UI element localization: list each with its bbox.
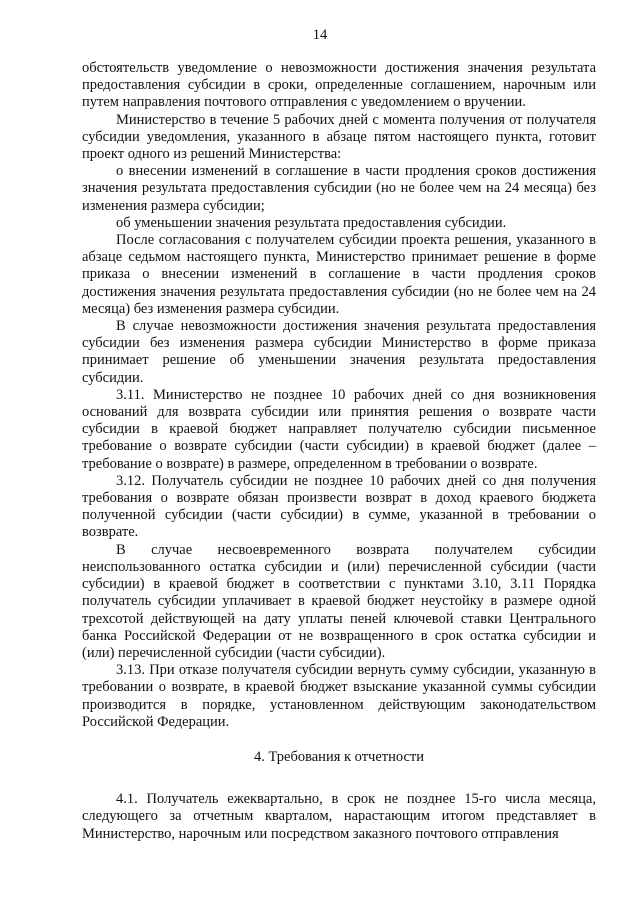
paragraph-clause-3-11: 3.11. Министерство не позднее 10 рабочих дней со дня возникновения оснований для возврата субсидии или принятия решения о возврате части субсидии в краевой бюджет направляет получателю субсидии письменное требование о возврате субсидии (части субсидии) в краевой бюджет (далее – требование о возврате) в размере, определенном в требовании о возврате. xyxy=(82,386,596,472)
paragraph: В случае невозможности достижения значения результата предоставления субсидии без изменения размера субсидии Министерство в форме приказа принимает решение об уменьшении значения результата предоставления субсидии. xyxy=(82,318,596,386)
paragraph: После согласования с получателем субсидии проекта решения, указанного в абзаце седьмом настоящего пункта, Министерство принимает решение в форме приказа о внесении изменений в соглашение в части продления сроков достижения значения результата предоставления субсидии (но не более чем на 24 месяца) без изменения размера субсидии. xyxy=(82,232,596,317)
paragraph-clause-4-1: 4.1. Получатель ежеквартально, в срок не позднее 15-го числа месяца, следующего за отчетным кварталом, нарастающим итогом представляет в Министерство, нарочным или посредством заказного почтового отправления xyxy=(82,791,596,842)
paragraph-continuation: обстоятельств уведомление о невозможности достижения значения результата предоставления субсидии в сроки, определенные соглашением, нарочным или путем направления почтового отправления с уведомлением о вручении. xyxy=(82,60,596,111)
document-body xyxy=(82,60,596,843)
paragraph: В случае несвоевременного возврата получателем субсидии неиспользованного остатка субсидии и (или) перечисленной субсидии (части субсидии) в краевой бюджет в соответствии с пунктами 3.10, 3.11 Порядка получатель субсидии уплачивает в краевой бюджет неустойку в размере одной трехсотой действующей на дату уплаты пеней ключевой ставки Центрального банка Российской Федерации от не возвращенного в срок остатка субсидии и (или) перечисленной субсидии (части субсидии). xyxy=(82,541,596,661)
paragraph: Министерство в течение 5 рабочих дней с момента получения от получателя субсидии уведомления, указанного в абзаце пятом настоящего пункта, готовит проект одного из решений Министерства: xyxy=(82,111,596,163)
section-title: 4. Требования к отчетности xyxy=(253,748,425,765)
paragraph-clause-3-12: 3.12. Получатель субсидии не позднее 10 рабочих дней со дня получения требования о возврате обязан произвести возврат в доход краевого бюджета полученной субсидии (части субсидии) в сумме, указанной в требовании о возврате. xyxy=(82,472,596,541)
paragraph-list-item: об уменьшении значения результата предоставления субсидии. xyxy=(116,214,507,231)
paragraph-list-item: о внесении изменений в соглашение в части продления сроков достижения значения результата предоставления субсидии (но не более чем на 24 месяца) без изменения размера субсидии; xyxy=(82,163,596,214)
paragraph-clause-3-13: 3.13. При отказе получателя субсидии вернуть сумму субсидии, указанную в требовании о возврате, в краевой бюджет взыскание указанной суммы субсидии производится в порядке, установленном действующим законодательством Российской Федерации. xyxy=(82,662,596,730)
page-number: 14 xyxy=(312,27,328,43)
